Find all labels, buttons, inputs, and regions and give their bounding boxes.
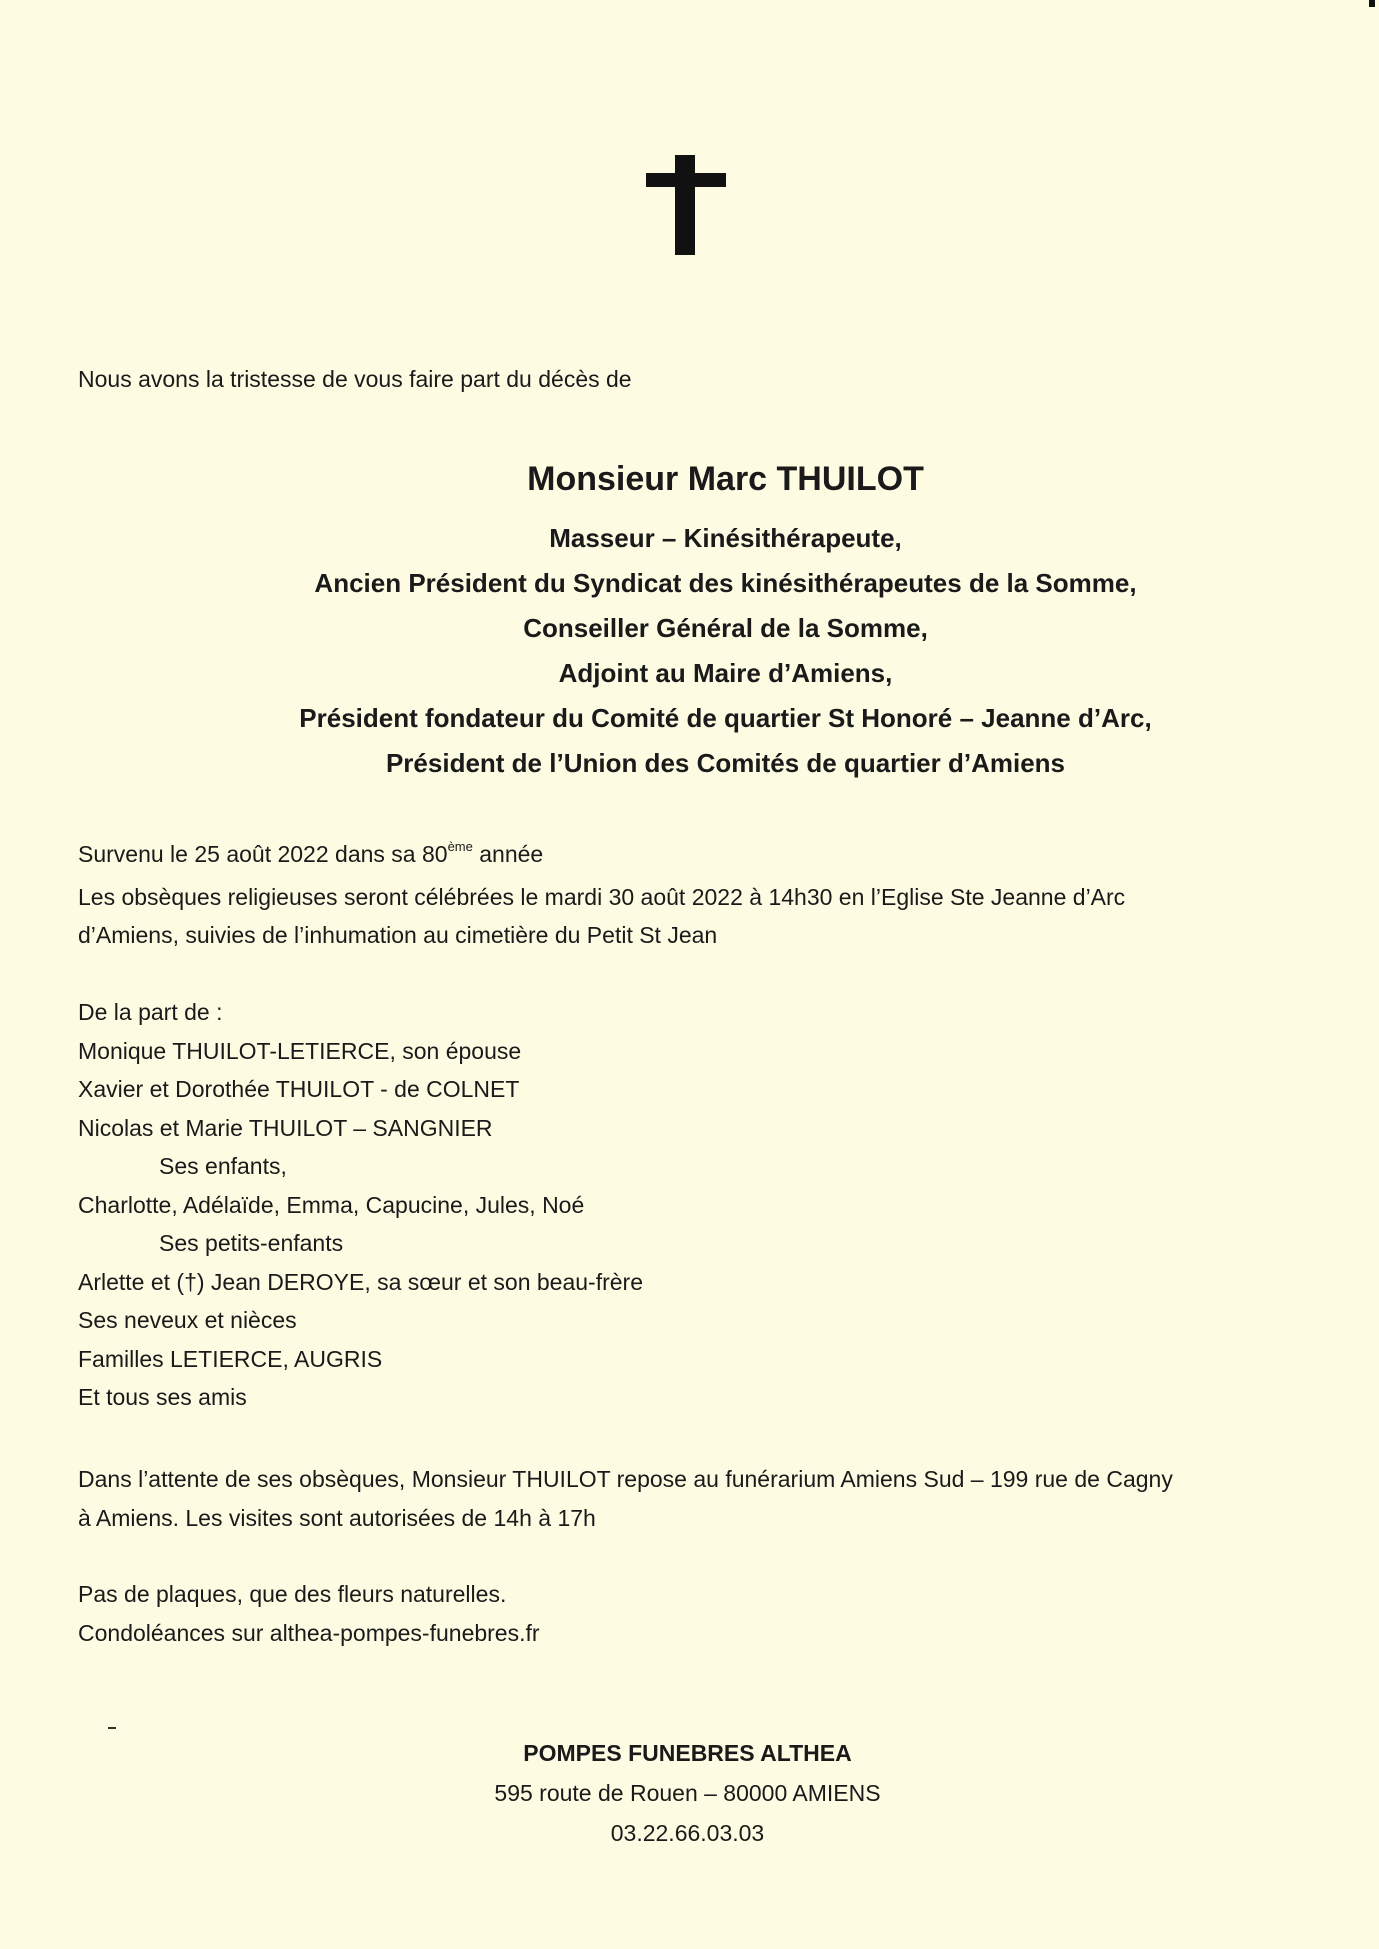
family-list <box>78 993 643 1417</box>
family-nephews: Ses neveux et nièces <box>78 1307 297 1333</box>
title-line: Masseur – Kinésithérapeute, <box>549 523 902 553</box>
title-line: Ancien Président du Syndicat des kinésithérapeutes de la Somme, <box>314 568 1137 598</box>
condolences-note: Condoléances sur althea-pompes-funebres.fr <box>78 1619 540 1646</box>
family-child: Xavier et Dorothée THUILOT - de COLNET <box>78 1076 520 1102</box>
visitation-line: Dans l’attente de ses obsèques, Monsieur THUILOT repose au funérarium Amiens Sud – 199 rue de Cagny <box>78 1466 1173 1492</box>
scan-edge-mark <box>1369 0 1375 7</box>
title-line: Adjoint au Maire d’Amiens, <box>558 658 893 688</box>
visitation-line: à Amiens. Les visites sont autorisées de 14h à 17h <box>78 1504 596 1531</box>
cross-vertical-bar <box>675 155 695 255</box>
funeral-home-name: POMPES FUNEBRES ALTHEA <box>523 1740 852 1766</box>
deceased-name: Monsieur Marc THUILOT <box>527 460 924 498</box>
family-spouse: Monique THUILOT-LETIERCE, son épouse <box>78 1037 522 1064</box>
scan-mark <box>108 1727 116 1729</box>
children-label: Ses enfants, <box>159 1153 287 1179</box>
family-grandchildren: Charlotte, Adélaïde, Emma, Capucine, Jules, Noé <box>78 1191 585 1218</box>
title-line: Conseiller Général de la Somme, <box>523 613 928 643</box>
notes <box>78 1575 540 1652</box>
family-child: Nicolas et Marie THUILOT – SANGNIER <box>78 1114 493 1141</box>
funeral-home-phone: 03.22.66.03.03 <box>610 1820 765 1846</box>
deceased-titles <box>36 516 1379 786</box>
funeral-line: Les obsèques religieuses seront célébrées le mardi 30 août 2022 à 14h30 en l’Eglise Ste Jeanne d’Arc <box>78 883 1126 910</box>
grandchildren-label: Ses petits-enfants <box>159 1230 344 1256</box>
ordinal-suffix: ème <box>447 839 473 854</box>
visitation-info <box>78 1460 1173 1537</box>
title-line: Président de l’Union des Comités de quartier d’Amiens <box>385 748 1066 778</box>
cross-icon <box>646 155 726 255</box>
title-line: Président fondateur du Comité de quartier St Honoré – Jeanne d’Arc, <box>299 703 1152 733</box>
death-details <box>78 835 1125 955</box>
cross-horizontal-bar <box>646 173 726 187</box>
funeral-home-address: 595 route de Rouen – 80000 AMIENS <box>494 1780 881 1806</box>
family-families: Familles LETIERCE, AUGRIS <box>78 1345 383 1372</box>
family-intro: De la part de : <box>78 999 223 1025</box>
death-date-line <box>78 835 1125 878</box>
death-date-text-end: année <box>472 841 544 867</box>
funeral-line: d’Amiens, suivies de l’inhumation au cimetière du Petit St Jean <box>78 922 718 948</box>
family-friends: Et tous ses amis <box>78 1384 247 1410</box>
funeral-home-info <box>0 1733 1377 1853</box>
death-date-text: Survenu le 25 août 2022 dans sa 80 <box>78 841 448 867</box>
flowers-note: Pas de plaques, que des fleurs naturelles. <box>78 1581 507 1607</box>
family-siblings: Arlette et (†) Jean DEROYE, sa sœur et son beau-frère <box>78 1268 644 1295</box>
intro-text: Nous avons la tristesse de vous faire part du décès de <box>78 366 632 392</box>
